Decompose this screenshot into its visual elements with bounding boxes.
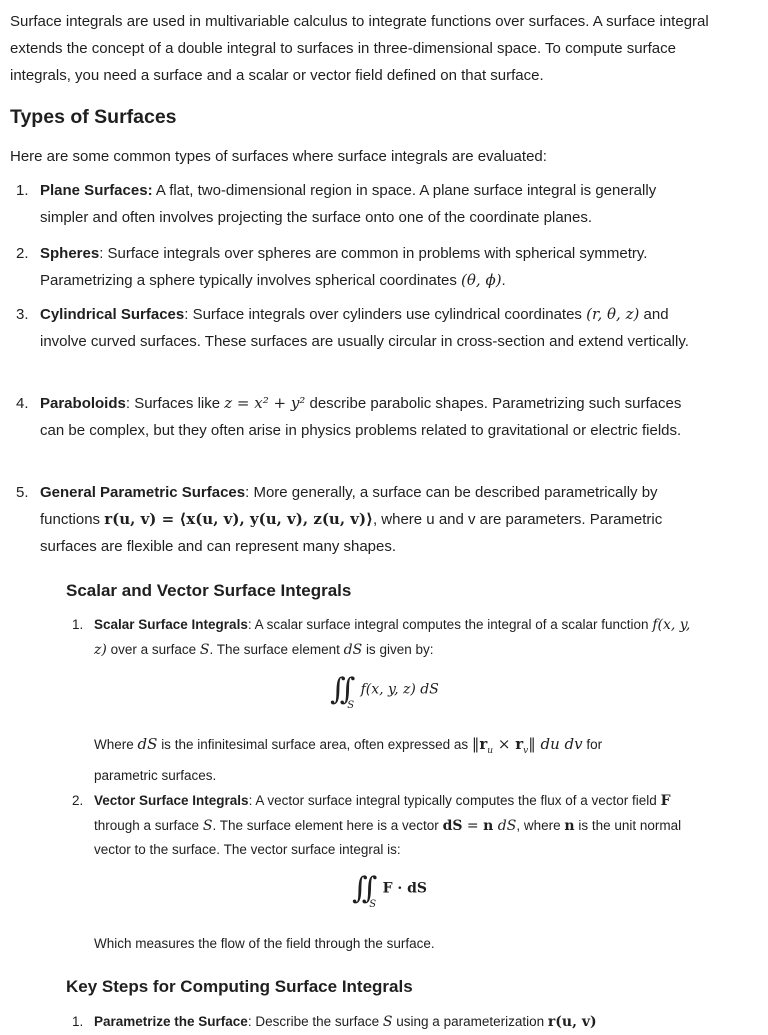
types-heading: Types of Surfaces [10, 106, 177, 128]
integral-subscript: S [347, 699, 355, 711]
item-text: Describe the surface [255, 1014, 380, 1029]
item-text: over a surface [110, 641, 197, 657]
item-title: Plane Surfaces [40, 182, 148, 199]
item-text: through a surface [94, 817, 200, 833]
item-text-tail: and involve curved surfaces. These surfaces are usually circular in cross-section and extend vertically. [40, 306, 689, 350]
list-item-step: 1. Parametrize the Surface: Describe the surface S using a parameterization r(u, v) [66, 1010, 716, 1035]
item-title: Scalar Surface Integrals [94, 617, 248, 632]
math-expression: F [660, 793, 671, 809]
formula-body: f(x, y, z) dS [360, 681, 439, 698]
list-item: 1. Plane Surfaces: A flat, two-dimensional region in space. A plane surface integral is generally simpler and often involves projecting the surface onto one of the coordinate planes. [0, 177, 740, 231]
list-number: 2. [72, 793, 84, 808]
scalar-vector-heading: Scalar and Vector Surface Integrals [66, 581, 352, 600]
scalar-note [94, 732, 714, 788]
math-expression: dS [343, 641, 363, 658]
note-text: parametric surfaces. [94, 767, 217, 783]
item-title: General Parametric Surfaces [40, 484, 246, 501]
item-text: , where [516, 817, 561, 833]
list-item: 5. General Parametric Surfaces: More generally, a surface can be described parametrically by functions r(u, v) = ⟨x(u, v), y(u, v), z(u, v)⟩, where u and v are parameters. Parametric surfaces are flexible and can represent many shapes. [0, 479, 740, 560]
item-text: More generally, a surface can be described parametrically by functions [40, 484, 658, 528]
list-item-vector: 2. Vector Surface Integrals: A vector surface integral typically computes the flux of a vector field F through a surface S. The surface element here is a vector dS = n dS, where n is the unit normal vector to the surface. The vector surface integral is: [66, 789, 716, 863]
list-number: 1. [16, 182, 29, 199]
scalar-integral-formula [330, 672, 439, 711]
note-text: is the infinitesimal surface area, often expressed as [161, 737, 469, 752]
item-text-tail: . [501, 272, 506, 289]
item-title: Cylindrical Surfaces [40, 306, 185, 323]
double-integral-symbol: ∫∫ [352, 871, 372, 906]
key-steps-heading: Key Steps for Computing Surface Integrals [66, 977, 413, 996]
item-text: Surface integrals over cylinders use cylindrical coordinates [192, 306, 582, 323]
item-text: . The surface element here is a vector [212, 817, 439, 833]
math-expression: S [382, 1014, 393, 1030]
math-expression: (r, θ, z) [586, 305, 640, 323]
item-text-tail: describe parabolic shapes. Parametrizing such surfaces can be complex, but they often arise in physics problems related to gravitational or electric fields. [40, 395, 682, 439]
item-text-tail: , where u and v are parameters. Parametric surfaces are flexible and can represent many shapes. [40, 511, 663, 555]
types-lead: Here are some common types of surfaces where surface integrals are evaluated: [10, 148, 547, 165]
item-text: is the unit normal vector to the surface. The vector surface integral is: [94, 817, 682, 857]
item-text: . The surface element [209, 641, 340, 657]
list-item-scalar: 1. Scalar Surface Integrals: A scalar surface integral computes the integral of a scalar function f(x, y, z) over a surface S. The surface element dS is given by: [66, 613, 716, 662]
math-expression: r(u, v) [547, 1014, 597, 1030]
vector-integral-formula [352, 871, 428, 910]
list-number: 2. [16, 245, 29, 262]
formula-body: F · dS [382, 880, 428, 897]
math-expression: dS = n dS [442, 817, 517, 834]
math-expression: f(x, y, z) [94, 617, 691, 658]
math-expression: $‖r_u$ × $r_v‖$ du dv [471, 735, 583, 756]
integral-subscript: S [369, 898, 377, 910]
vector-note: Which measures the flow of the field through the surface. [94, 936, 435, 951]
item-text: Surface integrals over spheres are common in problems with spherical symmetry. Parametrizing a sphere typically involves spherical coordinates [40, 245, 648, 289]
note-text: Where [94, 737, 134, 752]
item-title: Paraboloids [40, 395, 126, 412]
list-number: 1. [72, 1014, 84, 1029]
item-text: A vector surface integral typically computes the flux of a vector field [255, 793, 657, 808]
intro-paragraph: Surface integrals are used in multivariable calculus to integrate functions over surfaces. A surface integral extends the concept of a double integral to surfaces in three-dimensional space. To compute surface integrals, you need a surface and a scalar or vector field defined on that surface. [10, 13, 709, 84]
list-number: 1. [72, 617, 84, 632]
list-item: 3. Cylindrical Surfaces: Surface integrals over cylinders use cylindrical coordinates (r, θ, z) and involve curved surfaces. These surfaces are usually circular in cross-section and extend vertically. [0, 301, 740, 355]
list-number: 4. [16, 395, 29, 412]
math-expression: dS [137, 735, 158, 753]
list-number: 5. [16, 484, 29, 501]
list-item: 4. Paraboloids: Surfaces like z = x² + y² describe parabolic shapes. Parametrizing such surfaces can be complex, but they often arise in physics problems related to gravitational or electric fields. [0, 390, 740, 444]
item-text: using a parameterization [396, 1014, 545, 1029]
note-text: for [586, 737, 603, 752]
math-expression: n [564, 817, 575, 834]
list-item: 2. Spheres: Surface integrals over spheres are common in problems with spherical symmetry. Parametrizing a sphere typically involves spherical coordinates (θ, ϕ). [0, 240, 740, 294]
math-expression: r(u, v) = ⟨x(u, v), y(u, v), z(u, v)⟩ [104, 510, 373, 528]
item-title: Vector Surface Integrals [94, 793, 249, 808]
double-integral-symbol: ∫∫ [330, 672, 350, 707]
item-text: is given by: [365, 641, 434, 657]
math-expression: z = x² + y² [224, 394, 306, 412]
math-expression: (θ, ϕ) [461, 271, 502, 289]
item-text: Surfaces like [134, 395, 221, 412]
math-expression: S [199, 641, 210, 658]
item-title: Spheres [40, 245, 100, 262]
list-number: 3. [16, 306, 29, 323]
math-expression: S [202, 817, 213, 834]
item-title: Parametrize the Surface [94, 1014, 248, 1029]
item-text: A scalar surface integral computes the integral of a scalar function [254, 617, 649, 632]
item-text: A flat, two-dimensional region in space. A plane surface integral is generally simpler and often involves projecting the surface onto one of the coordinate planes. [40, 182, 657, 226]
